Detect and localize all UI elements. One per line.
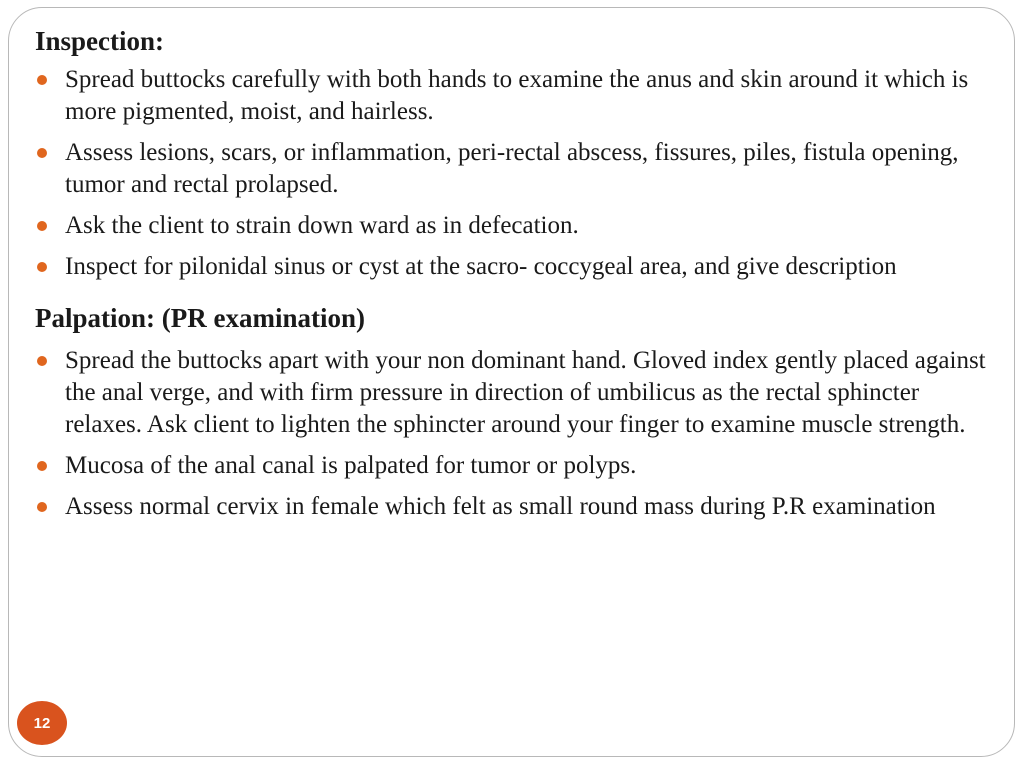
palpation-bullet: Spread the buttocks apart with your non dominant hand. Gloved index gently placed against the anal verge, and with firm pressure in direction of umbilicus as the rectal sphincter relaxes. Ask client to lighten the sphincter around your finger to examine muscle strength. [35, 345, 995, 441]
inspection-heading: Inspection: [35, 26, 165, 56]
palpation-heading: Palpation: (PR examination) [35, 303, 365, 333]
inspection-bullet: Inspect for pilonidal sinus or cyst at the sacro- coccygeal area, and give description [35, 251, 995, 283]
palpation-bullet: Assess normal cervix in female which felt as small round mass during P.R examination [35, 491, 995, 523]
inspection-bullet: Ask the client to strain down ward as in defecation. [35, 210, 995, 242]
slide-content [35, 24, 995, 532]
inspection-bullet-list [35, 64, 995, 283]
palpation-bullet-list [35, 345, 995, 523]
page-number-badge: 12 [17, 701, 67, 745]
palpation-bullet: Mucosa of the anal canal is palpated for tumor or polyps. [35, 450, 995, 482]
inspection-bullet: Assess lesions, scars, or inflammation, peri-rectal abscess, fissures, piles, fistula opening, tumor and rectal prolapsed. [35, 137, 995, 201]
inspection-bullet: Spread buttocks carefully with both hands to examine the anus and skin around it which is more pigmented, moist, and hairless. [35, 64, 995, 128]
